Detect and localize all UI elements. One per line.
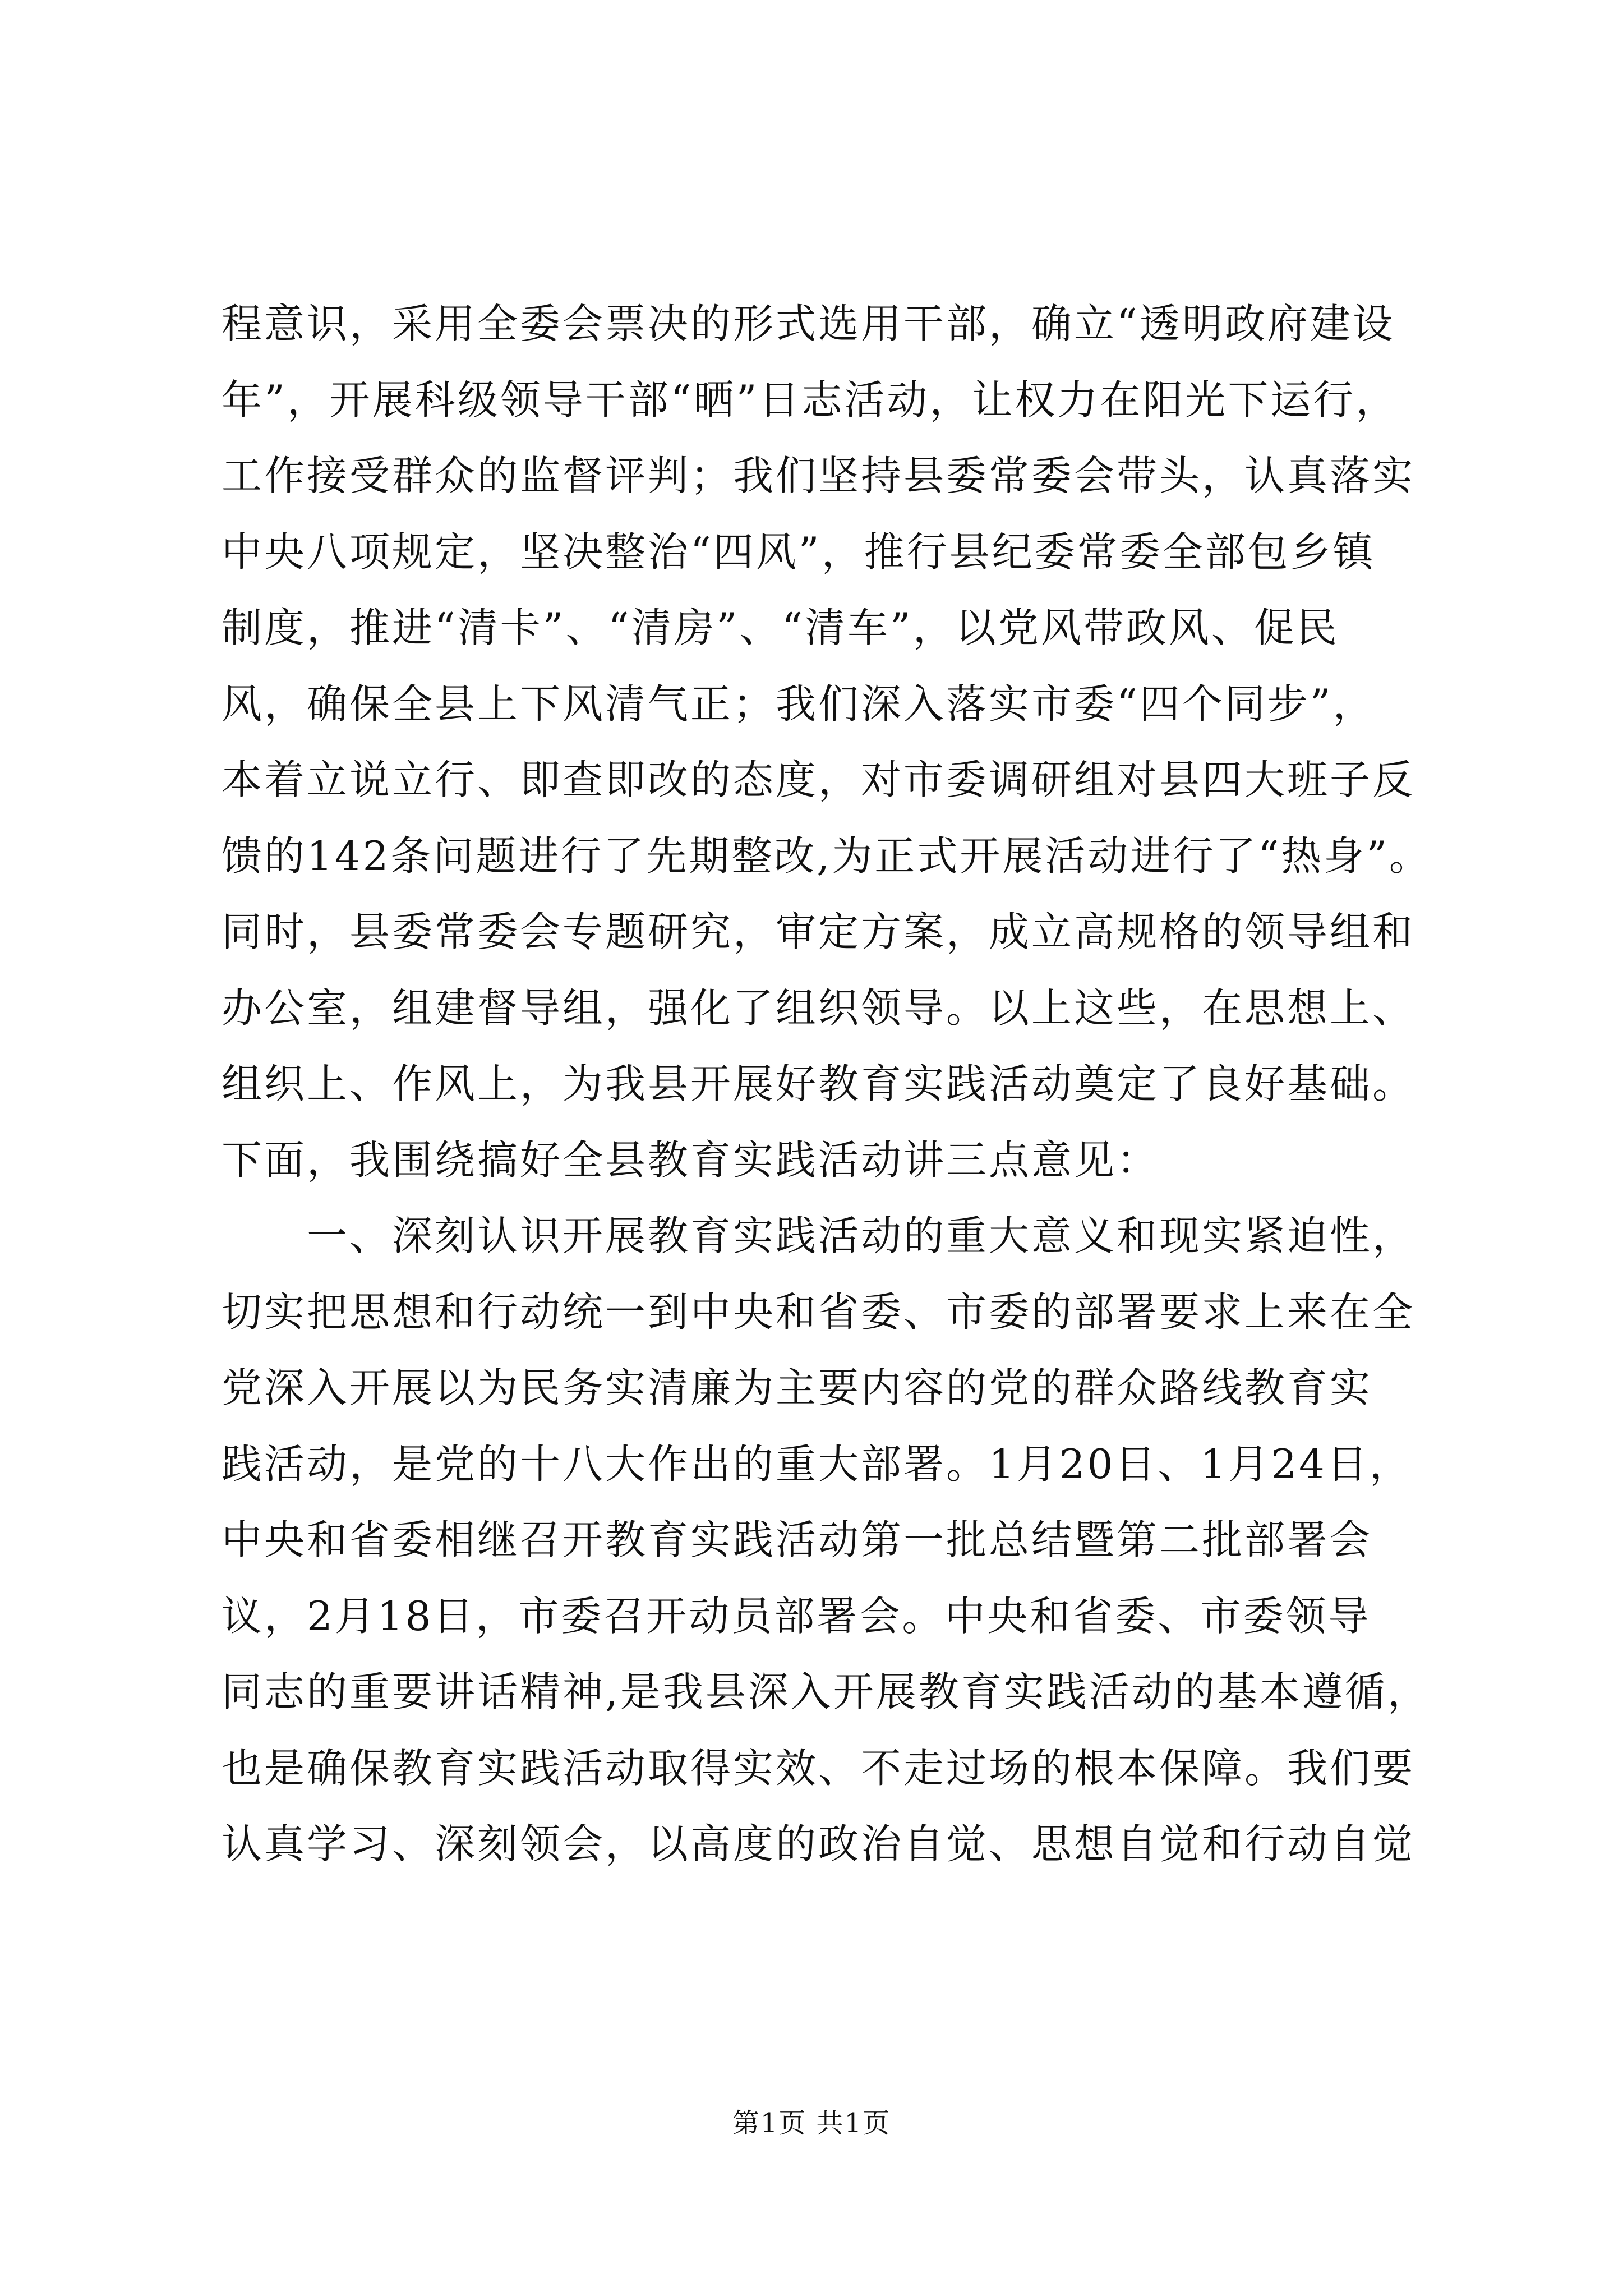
- text-line: 认真学习、深刻领会，以高度的政治自觉、思想自觉和行动自觉: [222, 1820, 1415, 1867]
- text-line: 一、深刻认识开展教育实践活动的重大意义和现实紧迫性，: [222, 1212, 1415, 1259]
- text-line: 制度，推进“清卡”、“清房”、“清车”，以党风带政风、促民: [222, 604, 1339, 651]
- text-line: 中央和省委相继召开教育实践活动第一批总结暨第二批部署会: [222, 1516, 1373, 1563]
- text-line: 组织上、作风上，为我县开展好教育实践活动奠定了良好基础。: [222, 1060, 1415, 1107]
- text-line: 也是确保教育实践活动取得实效、不走过场的根本保障。我们要: [222, 1744, 1415, 1792]
- text-line: 践活动，是党的十八大作出的重大部署。1月20日、1月24日，: [222, 1440, 1412, 1488]
- text-line: 下面，我围绕搞好全县教育实践活动讲三点意见：: [222, 1136, 1160, 1184]
- text-line: 同时，县委常委会专题研究，审定方案，成立高规格的领导组和: [222, 908, 1415, 955]
- page-number: 第1页 共1页: [732, 2108, 891, 2139]
- text-line: 程意识，采用全委会票决的形式选用干部，确立“透明政府建设: [222, 300, 1395, 347]
- text-line: 工作接受群众的监督评判；我们坚持县委常委会带头，认真落实: [222, 452, 1415, 499]
- text-line: 馈的142条问题进行了先期整改,为正式开展活动进行了“热身”。: [222, 832, 1432, 880]
- text-line: 风，确保全县上下风清气正；我们深入落实市委“四个同步”，: [222, 680, 1376, 728]
- text-line: 切实把思想和行动统一到中央和省委、市委的部署要求上来在全: [222, 1288, 1415, 1336]
- text-line: 中央八项规定，坚决整治“四风”，推行县纪委常委全部包乡镇: [222, 528, 1376, 576]
- text-line: 年”，开展科级领导干部“晒”日志活动，让权力在阳光下运行，: [222, 376, 1399, 424]
- body-text: [222, 286, 1432, 1883]
- text-line: 议，2月18日，市委召开动员部署会。中央和省委、市委领导: [222, 1592, 1371, 1640]
- text-line: 党深入开展以为民务实清廉为主要内容的党的群众路线教育实: [222, 1364, 1373, 1411]
- text-line: 办公室，组建督导组，强化了组织领导。以上这些，在思想上、: [222, 984, 1415, 1032]
- page-footer: [0, 2104, 1623, 2143]
- text-line: 同志的重要讲话精神,是我县深入开展教育实践活动的基本遵循，: [222, 1668, 1430, 1715]
- text-line: 本着立说立行、即查即改的态度，对市委调研组对县四大班子反: [222, 756, 1415, 803]
